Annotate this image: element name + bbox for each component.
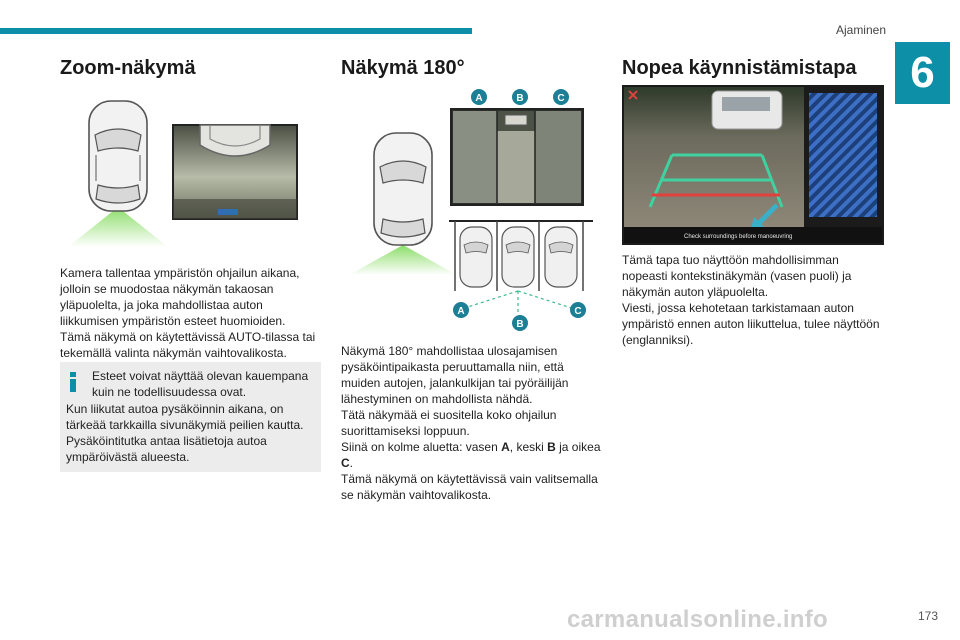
badge-b-bottom [512,315,528,331]
zone-a-label: A [501,440,510,454]
quick-start-screen-image [622,85,884,245]
parking-diagram [449,221,593,315]
text-line: jolloin se muodostaa näkymän takaosan [60,282,274,296]
car-top-view-icon [374,133,432,245]
text-line: (englanniksi). [622,333,694,347]
info-note-box [60,362,321,472]
camera-cone [68,207,168,247]
badge-letter: B [516,319,524,330]
note-warning-text [92,368,314,400]
text-line: Tätä näkymää ei suositella koko ohjailun [341,408,557,422]
text-line: ympäröivästä alueesta. [66,450,190,464]
text-line: se näkymän vaihtovalikosta. [341,488,492,502]
text-line: Tämä tapa tuo näyttöön mahdollisimman [622,253,839,267]
quick-start-description [622,252,892,348]
text-line: Viesti, jossa kehotetaan tarkistamaan auton [622,301,854,315]
text-span: . [349,456,354,470]
note-advice-text [66,401,316,465]
text-line: Kamera tallentaa ympäristön ohjailun aikana, [60,266,300,280]
badge-c-bottom [570,302,586,318]
badge-letter: B [516,93,524,104]
page-number: 173 [917,609,938,623]
screen-warning-message: Check surroundings before manoeuvring [684,234,793,240]
text-line: Tämä näkymä on käytettävissä AUTO-tilassa tai [60,330,316,344]
parked-car-icon [502,227,534,287]
text-line: Tämä näkymä on käytettävissä vain valitsemalla [341,472,598,486]
header-accent-bar [0,28,472,34]
zoom-section-title: Zoom-näkymä [60,57,196,79]
watermark: carmanualsonline.info [567,606,829,633]
text-line: tekemällä valinta näkymän vaihtovalikosta. [60,346,287,360]
text-line: ympäristö ennen auton liikuttelua, tulee näyttöön [622,317,880,331]
zoom-view-illustration [60,95,310,250]
text-line: lähestyminen on mahdollista nähdä. [341,392,533,406]
view180-illustration [345,85,600,335]
zones-line [341,439,606,455]
text-line: Esteet voivat näyttää olevan kauempana [92,369,309,383]
info-icon [69,372,77,392]
text-line: tärkeää tarkkailla sivunäkymiä peilien kautta. [66,418,304,432]
badge-c-top [553,89,569,105]
badge-letter: C [574,306,582,317]
badge-letter: A [475,93,483,104]
text-line: muiden autojen, jalankulkijan tai pyöräilijän [341,376,569,390]
quick-start-section-title: Nopea käynnistämistapa [622,57,857,79]
view180-camera-image [451,109,583,205]
text-span: ja oikea [555,440,601,454]
car-top-view-icon [89,101,147,211]
zoom-description [60,265,325,361]
text-line: pysäköintipaikasta peruuttamalla niin, että [341,360,564,374]
badge-a-top [471,89,487,105]
camera-cone [349,245,457,275]
text-line: Kun liikutat autoa pysäköinnin aikana, on [66,402,284,416]
badge-b-top [512,89,528,105]
text-span: Siinä on kolme aluetta: vasen [341,440,502,454]
view180-section-title: Näkymä 180° [341,57,465,79]
text-line: näkymän auton yläpuolelta. [622,285,769,299]
text-line: suorittamiseksi loppuun. [341,424,470,438]
zone-c-label: C [341,456,350,470]
text-span: , keski [509,440,548,454]
text-line: Näkymä 180° mahdollistaa ulosajamisen [341,344,558,358]
text-line: kuin ne todellisuudessa ovat. [92,385,247,399]
chapter-number-tab: 6 [895,42,950,104]
zone-b-label: B [547,440,556,454]
text-line: nopeasti kontekstinäkymän (vasen puoli) ja [622,269,852,283]
badge-letter: A [457,306,465,317]
parked-car-icon [545,227,577,287]
chapter-title: Ajaminen [835,23,886,37]
zones-line-end [341,455,606,471]
badge-a-bottom [453,302,469,318]
top-view-placeholder [809,93,877,217]
view180-description [341,343,606,503]
text-line: liikkumisen ympäristön esteet huomioiden. [60,314,286,328]
text-line: yläpuolelta, ja joka mahdollistaa auton [60,298,263,312]
parked-car-icon [460,227,492,287]
badge-letter: C [557,93,565,104]
zoom-camera-image [173,125,297,219]
text-line: Pysäköintitutka antaa lisätietoja autoa [66,434,267,448]
